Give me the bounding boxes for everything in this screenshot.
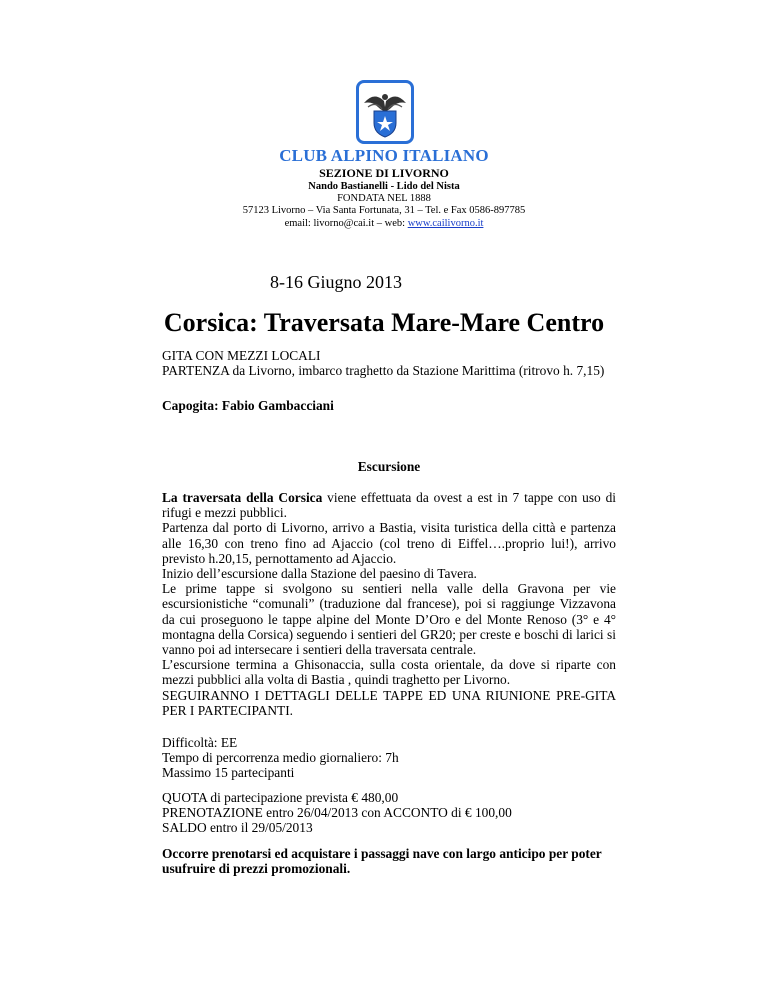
trip-type: GITA CON MEZZI LOCALI: [162, 348, 321, 363]
daily-time: Tempo di percorrenza medio giornaliero: 7h: [162, 750, 399, 766]
web-link[interactable]: www.cailivorno.it: [407, 218, 484, 229]
section-name: SEZIONE DI LIVORNO: [319, 166, 449, 180]
paragraph-start: Inizio dell’escursione dalla Stazione del paesino di Tavera.: [162, 566, 477, 582]
intro-paragraph: [162, 490, 616, 520]
section-subtitle: Nando Bastianelli - Lido del Nista: [308, 181, 460, 192]
contact-line: [0, 218, 768, 229]
trip-info: [162, 348, 616, 378]
booking: PRENOTAZIONE entro 26/04/2013 con ACCONTO di € 100,00: [162, 805, 512, 821]
trip-leader: Capogita: Fabio Gambacciani: [162, 398, 334, 413]
address-line: 57123 Livorno – Via Santa Fortunata, 31 – Tel. e Fax 0586-897785: [242, 205, 526, 216]
email-text: email: livorno@cai.it – web:: [284, 218, 408, 229]
paragraph-stages: Le prime tappe si svolgono su sentieri nella valle della Gravona per vie escursionistiche “comunali” (traduzione dal francese), poi si raggiunge Vizzavona da cui proseguono le tappe alpine del Monte D’Oro e del Monte Renoso (3° e 4° montagna della Corsica) seguendo i sentieri del GR20; per creste e boschi di larici si vanno poi ad intersecare i sentieri della traversata centrale.: [162, 581, 616, 658]
founded-line: FONDATA NEL 1888: [337, 193, 431, 204]
departure-info: PARTENZA da Livorno, imbarco traghetto da Stazione Marittima (ritrovo h. 7,15): [162, 363, 605, 379]
eagle-shield-icon: [362, 85, 408, 139]
event-date: 8-16 Giugno 2013: [270, 272, 402, 292]
balance: SALDO entro il 29/05/2013: [162, 820, 313, 836]
difficulty: Difficoltà: EE: [162, 735, 238, 750]
max-participants: Massimo 15 partecipanti: [162, 765, 295, 781]
cai-logo: [356, 80, 414, 144]
payment-info: [162, 790, 616, 836]
section-heading: Escursione: [357, 459, 421, 474]
intro-rest: viene effettuata da ovest a est in 7 tappe con uso di rifugi e mezzi pubblici.: [162, 490, 616, 521]
intro-bold: La traversata della Corsica: [162, 490, 323, 505]
excursion-description: [162, 490, 616, 718]
booking-note: Occorre prenotarsi ed acquistare i passaggi nave con largo anticipo per poter usufruire di prezzi promozionali.: [162, 846, 602, 877]
paragraph-end: L’escursione termina a Ghisonaccia, sulla costa orientale, da dove si riparte con mezzi pubblici alla volta di Bastia , quindi traghetto per Livorno.: [162, 657, 616, 688]
paragraph-departure: Partenza dal porto di Livorno, arrivo a Bastia, visita turistica della città e partenza alle 16,30 con treno fino ad Ajaccio (col treno di Eiffel….proprio lui!), arrivo previsto h.20,15, pernottamento ad Ajaccio.: [162, 520, 616, 566]
quota: QUOTA di partecipazione prevista € 480,00: [162, 790, 399, 805]
paragraph-notice: SEGUIRANNO I DETTAGLI DELLE TAPPE ED UNA RIUNIONE PRE-GITA PER I PARTECIPANTI.: [162, 687, 616, 718]
page-title: Corsica: Traversata Mare-Mare Centro: [163, 308, 605, 337]
trip-details: [162, 735, 616, 781]
club-name: CLUB ALPINO ITALIANO: [279, 146, 489, 165]
